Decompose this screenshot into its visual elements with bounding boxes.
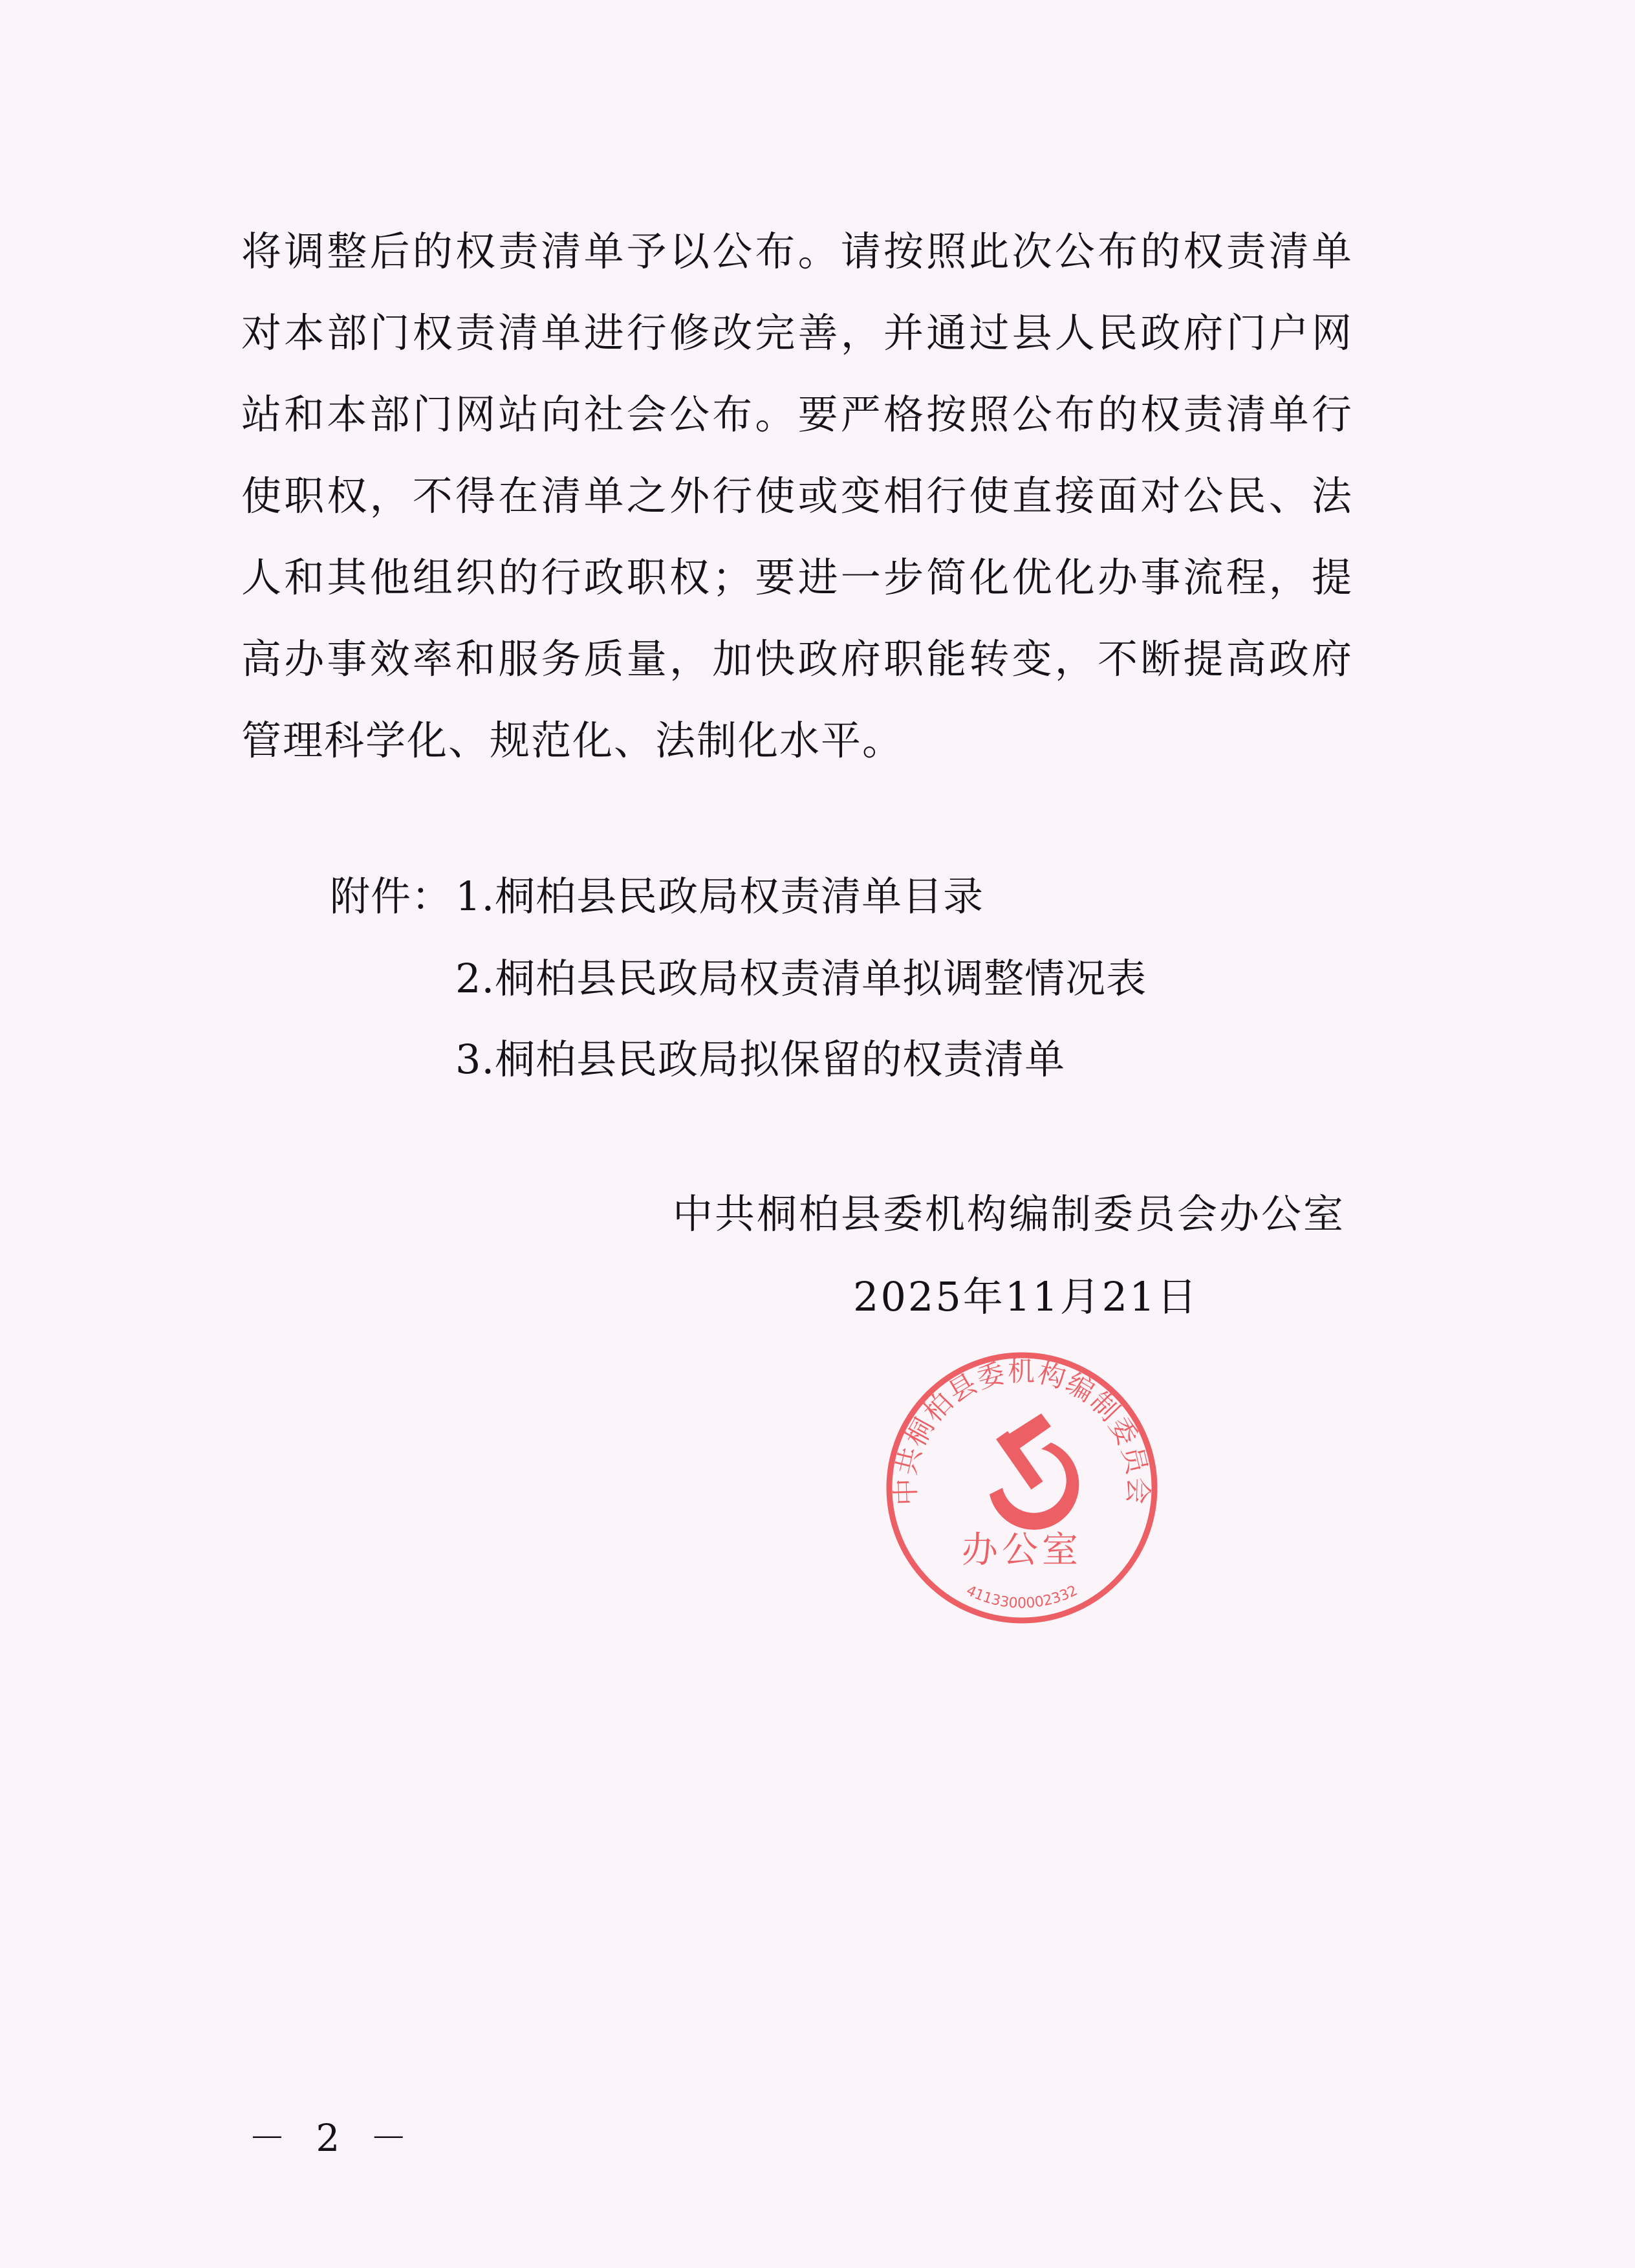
seal-center-text: 办公室 <box>962 1529 1082 1571</box>
body-line: 对本部门权责清单进行修改完善，并通过县人民政府门户网 <box>241 309 1352 356</box>
signature-org: 中共桐柏县委机构编制委员会办公室 <box>673 1190 1346 1238</box>
body-line: 将调整后的权责清单予以公布。请按照此次公布的权责清单 <box>241 228 1352 275</box>
attachment-item: 2.桐柏县民政局权责清单拟调整情况表 <box>455 955 1147 1002</box>
body-line: 站和本部门网站向社会公布。要严格按照公布的权责清单行 <box>241 391 1352 438</box>
hammer-sickle-icon <box>990 1413 1079 1530</box>
attachments-label: 附件： <box>330 873 453 920</box>
official-seal <box>880 1346 1164 1630</box>
body-line: 人和其他组织的行政职权；要进一步简化优化办事流程，提 <box>241 554 1352 601</box>
seal-code: 4113300002332 <box>963 1582 1081 1612</box>
body-line: 管理科学化、规范化、法制化水平。 <box>241 717 904 764</box>
body-line: 使职权，不得在清单之外行使或变相行使直接面对公民、法 <box>241 472 1352 519</box>
attachment-item: 1.桐柏县民政局权责清单目录 <box>455 873 984 920</box>
seal-ring-text: 中共桐柏县委机构编制委员会 <box>889 1355 1154 1507</box>
signature-date: 2025年11月21日 <box>853 1273 1199 1320</box>
body-line: 高办事效率和服务质量，加快政府职能转变，不断提高政府 <box>241 635 1352 682</box>
page-number: － 2 － <box>248 2116 417 2160</box>
attachment-item: 3.桐柏县民政局拟保留的权责清单 <box>455 1036 1066 1083</box>
